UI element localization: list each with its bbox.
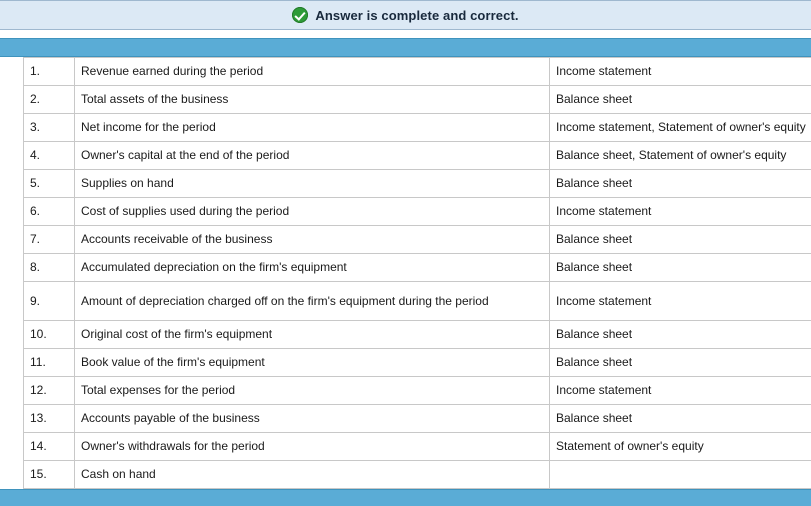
row-number: 11. xyxy=(24,349,75,377)
row-number: 1. xyxy=(24,58,75,86)
table-row xyxy=(0,86,811,114)
row-answer-value: Balance sheet xyxy=(550,226,811,254)
row-number: 15. xyxy=(24,461,75,489)
table-header-strip xyxy=(0,38,811,57)
row-number: 7. xyxy=(24,226,75,254)
row-item-description: Owner's withdrawals for the period xyxy=(75,433,550,461)
table-row xyxy=(0,254,811,282)
row-answer-value: Income statement xyxy=(550,282,811,321)
row-number: 8. xyxy=(24,254,75,282)
row-item-description: Original cost of the firm's equipment xyxy=(75,321,550,349)
row-left-spacer xyxy=(0,433,24,461)
check-circle-icon xyxy=(292,7,308,23)
table-row xyxy=(0,58,811,86)
row-left-spacer xyxy=(0,198,24,226)
row-item-description: Amount of depreciation charged off on the firm's equipment during the period xyxy=(75,282,550,321)
row-number: 9. xyxy=(24,282,75,321)
table-row xyxy=(0,461,811,489)
row-left-spacer xyxy=(0,226,24,254)
row-item-description: Cost of supplies used during the period xyxy=(75,198,550,226)
row-answer-value: Balance sheet xyxy=(550,321,811,349)
row-answer-value: Balance sheet xyxy=(550,349,811,377)
row-left-spacer xyxy=(0,349,24,377)
row-number: 4. xyxy=(24,142,75,170)
row-number: 12. xyxy=(24,377,75,405)
table-row xyxy=(0,282,811,321)
row-left-spacer xyxy=(0,142,24,170)
row-item-description: Accounts receivable of the business xyxy=(75,226,550,254)
row-item-description: Total expenses for the period xyxy=(75,377,550,405)
row-left-spacer xyxy=(0,86,24,114)
table-row xyxy=(0,170,811,198)
banner-spacer xyxy=(0,30,811,38)
row-answer-value: Income statement, Statement of owner's equity xyxy=(550,114,811,142)
row-left-spacer xyxy=(0,461,24,489)
row-left-spacer xyxy=(0,254,24,282)
row-answer-value: Statement of owner's equity xyxy=(550,433,811,461)
row-number: 10. xyxy=(24,321,75,349)
row-left-spacer xyxy=(0,321,24,349)
row-answer-value xyxy=(550,461,811,489)
row-number: 14. xyxy=(24,433,75,461)
row-left-spacer xyxy=(0,170,24,198)
row-number: 5. xyxy=(24,170,75,198)
row-item-description: Book value of the firm's equipment xyxy=(75,349,550,377)
row-item-description: Accounts payable of the business xyxy=(75,405,550,433)
row-answer-value: Balance sheet xyxy=(550,254,811,282)
row-number: 6. xyxy=(24,198,75,226)
row-answer-value: Income statement xyxy=(550,377,811,405)
row-item-description: Cash on hand xyxy=(75,461,550,489)
table-row xyxy=(0,377,811,405)
row-item-description: Net income for the period xyxy=(75,114,550,142)
answer-status-banner xyxy=(0,0,811,30)
row-left-spacer xyxy=(0,377,24,405)
table-footer-strip xyxy=(0,489,811,506)
answers-table xyxy=(0,57,811,489)
table-row xyxy=(0,114,811,142)
row-item-description: Owner's capital at the end of the period xyxy=(75,142,550,170)
row-answer-value: Balance sheet xyxy=(550,405,811,433)
answer-status-text: Answer is complete and correct. xyxy=(315,8,518,23)
row-item-description: Total assets of the business xyxy=(75,86,550,114)
row-answer-value: Balance sheet, Statement of owner's equity xyxy=(550,142,811,170)
row-left-spacer xyxy=(0,405,24,433)
row-answer-value: Balance sheet xyxy=(550,86,811,114)
row-number: 13. xyxy=(24,405,75,433)
row-item-description: Revenue earned during the period xyxy=(75,58,550,86)
row-left-spacer xyxy=(0,282,24,321)
table-row xyxy=(0,349,811,377)
table-row xyxy=(0,142,811,170)
row-left-spacer xyxy=(0,58,24,86)
table-row xyxy=(0,198,811,226)
row-number: 3. xyxy=(24,114,75,142)
row-answer-value: Balance sheet xyxy=(550,170,811,198)
table-row xyxy=(0,405,811,433)
row-answer-value: Income statement xyxy=(550,198,811,226)
table-row xyxy=(0,226,811,254)
table-row xyxy=(0,433,811,461)
table-row xyxy=(0,321,811,349)
row-item-description: Supplies on hand xyxy=(75,170,550,198)
row-left-spacer xyxy=(0,114,24,142)
row-item-description: Accumulated depreciation on the firm's equipment xyxy=(75,254,550,282)
row-answer-value: Income statement xyxy=(550,58,811,86)
row-number: 2. xyxy=(24,86,75,114)
